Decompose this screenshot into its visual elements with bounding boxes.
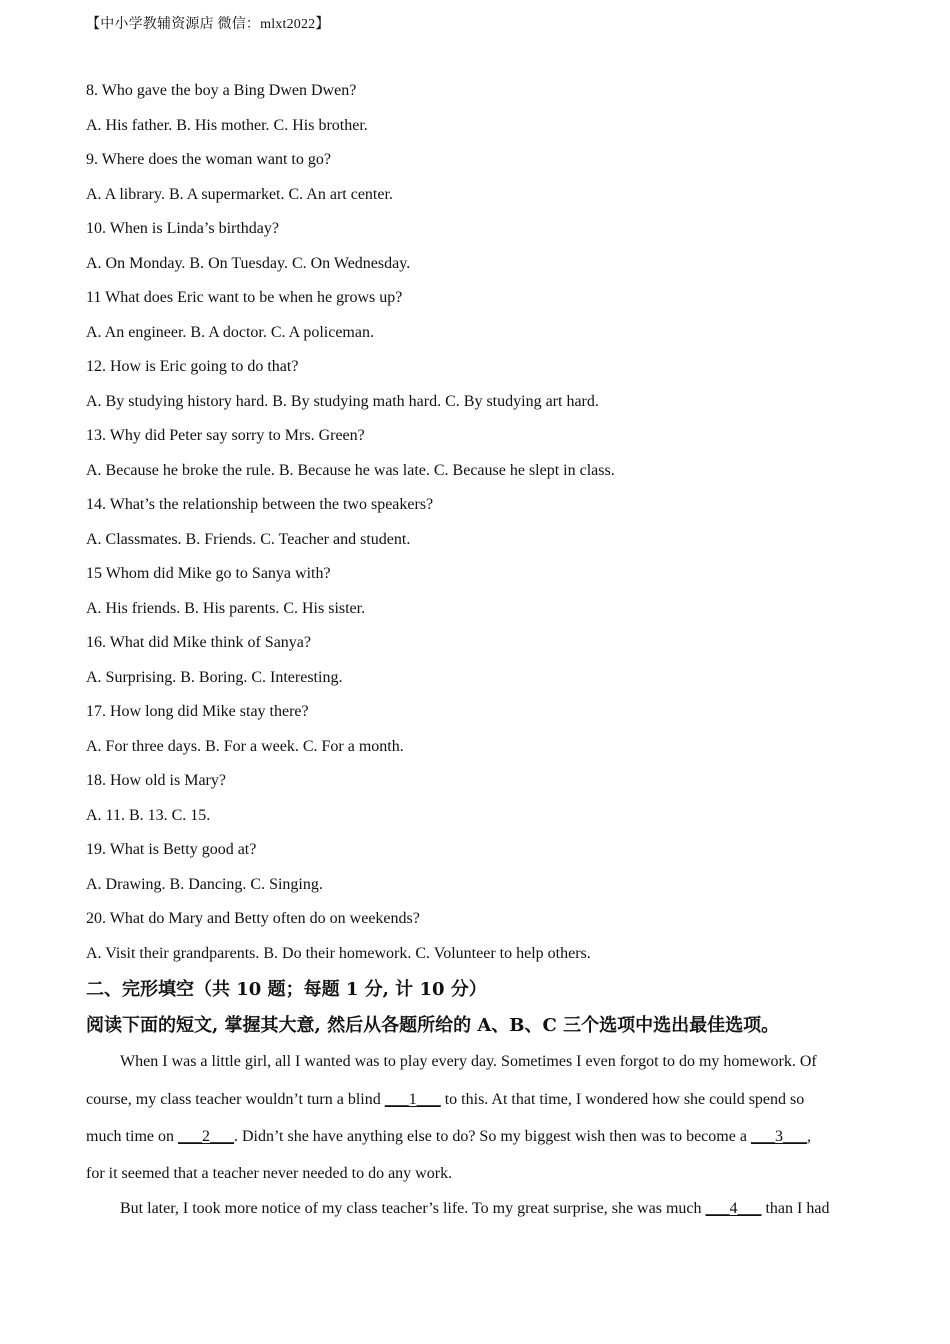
question-13: 13. Why did Peter say sorry to Mrs. Green? <box>86 427 365 444</box>
passage-text: much time on <box>86 1128 178 1145</box>
options-19: A. Drawing. B. Dancing. C. Singing. <box>86 876 323 893</box>
blank-3: ___3___ <box>750 1128 807 1145</box>
options-14: A. Classmates. B. Friends. C. Teacher and student. <box>86 531 411 548</box>
passage-text: , <box>806 1128 811 1145</box>
passage-text: to this. At that time, I wondered how she could spend so <box>440 1091 805 1108</box>
question-19: 19. What is Betty good at? <box>86 841 257 858</box>
passage-line-2 <box>86 1090 866 1110</box>
options-8: A. His father. B. His mother. C. His brother. <box>86 117 368 134</box>
options-18: A. 11. B. 13. C. 15. <box>86 807 211 824</box>
blank-4: ___4___ <box>705 1200 762 1217</box>
options-13: A. Because he broke the rule. B. Because he was late. C. Because he slept in class. <box>86 462 615 479</box>
options-9: A. A library. B. A supermarket. C. An art center. <box>86 186 393 203</box>
page-header: 【中小学教辅资源店 微信：mlxt2022】 <box>86 17 330 32</box>
passage-line-1: When I was a little girl, all I wanted was to play every day. Sometimes I even forgot to do my homework. Of <box>120 1053 817 1070</box>
question-8: 8. Who gave the boy a Bing Dwen Dwen? <box>86 82 357 99</box>
options-12: A. By studying history hard. B. By studying math hard. C. By studying art hard. <box>86 393 599 410</box>
question-17: 17. How long did Mike stay there? <box>86 703 309 720</box>
question-10: 10. When is Linda’s birthday? <box>86 220 279 237</box>
question-15: 15 Whom did Mike go to Sanya with? <box>86 565 331 582</box>
options-17: A. For three days. B. For a week. C. For a month. <box>86 738 404 755</box>
passage-text: than I had <box>761 1200 830 1217</box>
question-12: 12. How is Eric going to do that? <box>86 358 299 375</box>
blank-2: ___2___ <box>177 1128 234 1145</box>
options-16: A. Surprising. B. Boring. C. Interesting. <box>86 669 343 686</box>
passage-text: But later, I took more notice of my class teacher’s life. To my great surprise, she was much <box>120 1200 706 1217</box>
options-11: A. An engineer. B. A doctor. C. A policeman. <box>86 324 374 341</box>
question-16: 16. What did Mike think of Sanya? <box>86 634 311 651</box>
passage-line-4: for it seemed that a teacher never needed to do any work. <box>86 1165 453 1182</box>
passage-line-3 <box>86 1127 866 1147</box>
options-20: A. Visit their grandparents. B. Do their homework. C. Volunteer to help others. <box>86 945 591 962</box>
options-15: A. His friends. B. His parents. C. His sister. <box>86 600 366 617</box>
question-18: 18. How old is Mary? <box>86 772 226 789</box>
passage-text: . Didn’t she have anything else to do? So my biggest wish then was to become a <box>233 1128 751 1145</box>
section-instruction: 阅读下面的短文, 掌握其大意, 然后从各题所给的 A、B、C 三个选项中选出最佳选项。 <box>86 1015 780 1036</box>
question-14: 14. What’s the relationship between the two speakers? <box>86 496 434 513</box>
question-11: 11 What does Eric want to be when he grows up? <box>86 289 403 306</box>
passage-line-5 <box>86 1199 900 1219</box>
blank-1: ___1___ <box>384 1091 441 1108</box>
question-9: 9. Where does the woman want to go? <box>86 151 331 168</box>
question-20: 20. What do Mary and Betty often do on weekends? <box>86 910 420 927</box>
passage-text: course, my class teacher wouldn’t turn a blind <box>86 1091 385 1108</box>
options-10: A. On Monday. B. On Tuesday. C. On Wednesday. <box>86 255 411 272</box>
section-title: 二、完形填空（共 10 题；每题 1 分, 计 10 分） <box>86 979 487 1000</box>
